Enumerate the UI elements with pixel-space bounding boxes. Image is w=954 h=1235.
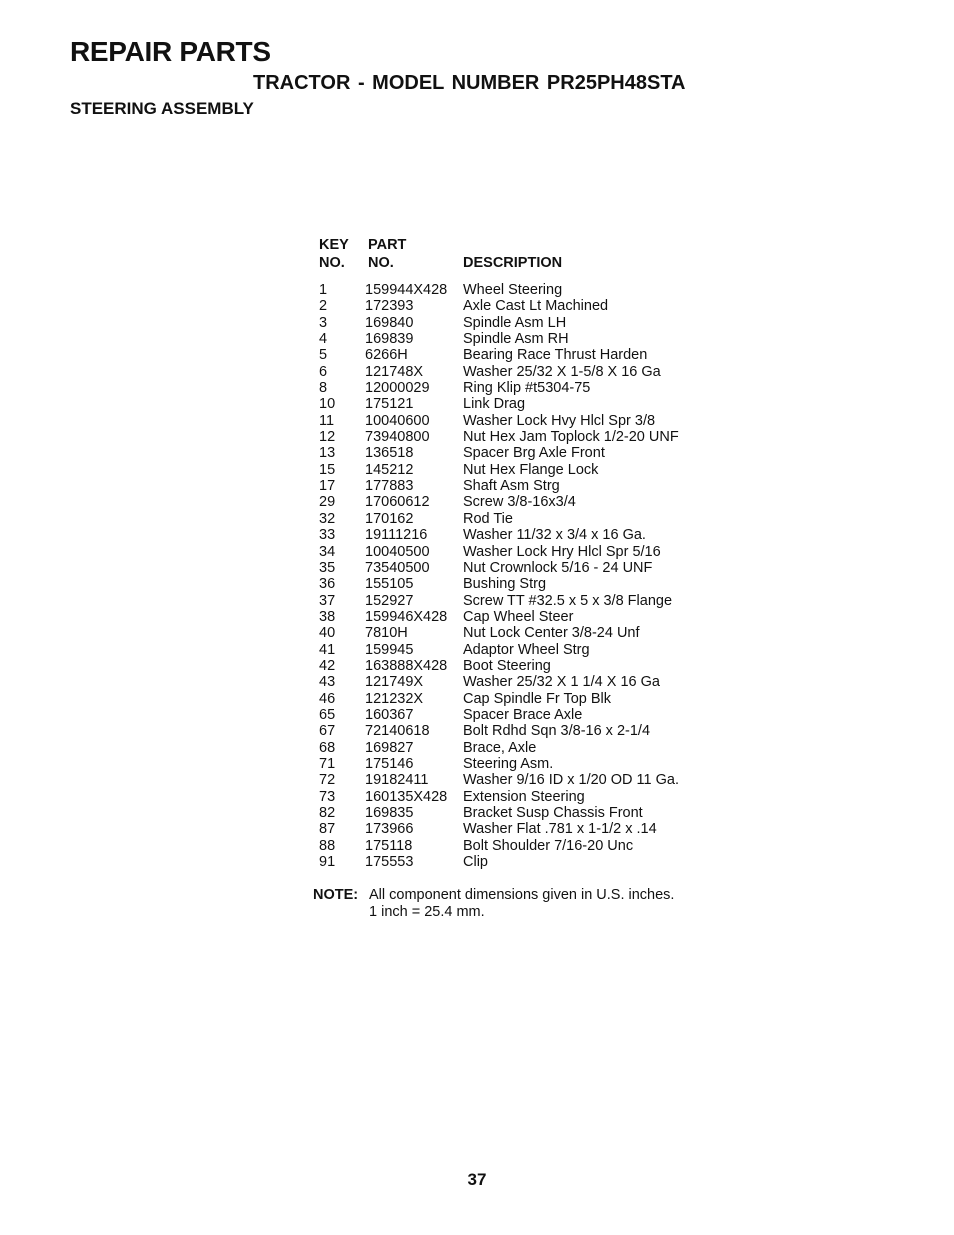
model-subtitle: TRACTOR - MODEL NUMBER PR25PH48STA — [253, 72, 686, 94]
key-no: 3 — [319, 314, 328, 331]
key-no: 37 — [319, 592, 336, 609]
part-description: Link Drag — [463, 396, 526, 413]
header-description: DESCRIPTION — [463, 255, 563, 271]
part-no: 7810H — [365, 625, 408, 642]
part-description: Nut Lock Center 3/8-24 Unf — [463, 625, 640, 642]
part-no: 169827 — [365, 739, 414, 756]
part-description: Spindle Asm LH — [463, 314, 567, 331]
key-no: 8 — [319, 380, 328, 397]
header-part-line1: PART — [368, 237, 407, 253]
part-no: 73540500 — [365, 559, 430, 576]
key-no: 6 — [319, 363, 328, 380]
part-no: 159944X428 — [365, 282, 448, 298]
part-description: Washer 11/32 x 3/4 x 16 Ga. — [463, 527, 646, 544]
part-description: Shaft Asm Strg — [463, 478, 560, 495]
key-no: 41 — [319, 641, 336, 658]
key-no: 2 — [319, 298, 328, 315]
part-no: 136518 — [365, 445, 414, 462]
key-no: 38 — [319, 608, 336, 625]
part-description: Bearing Race Thrust Harden — [463, 347, 648, 364]
part-no: 12000029 — [365, 380, 430, 397]
part-description: Washer Flat .781 x 1-1/2 x .14 — [463, 821, 657, 838]
part-description: Nut Crownlock 5/16 - 24 UNF — [463, 559, 653, 576]
part-no: 175553 — [365, 854, 414, 871]
key-no: 17 — [319, 478, 336, 495]
part-description: Bracket Susp Chassis Front — [463, 805, 643, 821]
part-no: 160135X428 — [365, 788, 448, 805]
key-no: 5 — [319, 347, 328, 364]
page-title: REPAIR PARTS — [70, 36, 271, 67]
part-no: 155105 — [365, 576, 414, 593]
part-description: Boot Steering — [463, 657, 551, 674]
part-description: Wheel Steering — [463, 282, 563, 298]
part-description: Cap Spindle Fr Top Blk — [463, 690, 612, 707]
key-no: 68 — [319, 739, 336, 756]
part-description: Washer Lock Hry Hlcl Spr 5/16 — [463, 543, 661, 560]
part-no: 10040500 — [365, 543, 430, 560]
key-no: 87 — [319, 821, 336, 838]
part-description: Bolt Shoulder 7/16-20 Unc — [463, 837, 634, 854]
part-no: 121748X — [365, 363, 424, 380]
key-no: 46 — [319, 690, 336, 707]
part-description: Bolt Rdhd Sqn 3/8-16 x 2-1/4 — [463, 723, 651, 740]
key-no: 40 — [319, 625, 336, 642]
part-description: Screw 3/8-16x3/4 — [463, 494, 576, 511]
part-no: 152927 — [365, 592, 414, 609]
part-no: 73940800 — [365, 429, 430, 446]
part-no: 19182411 — [365, 772, 429, 789]
part-no: 121749X — [365, 674, 424, 691]
part-description: Washer Lock Hvy Hlcl Spr 3/8 — [463, 412, 656, 429]
key-no: 82 — [319, 805, 336, 821]
part-no: 145212 — [365, 461, 414, 478]
part-description: Steering Asm. — [463, 755, 554, 772]
key-no: 65 — [319, 706, 336, 723]
key-no: 34 — [319, 543, 336, 560]
part-description: Rod Tie — [463, 510, 513, 527]
key-no: 43 — [319, 674, 336, 691]
part-no: 175118 — [365, 837, 413, 854]
part-no: 160367 — [365, 706, 414, 723]
key-no: 15 — [319, 461, 336, 478]
header-key-line2: NO. — [319, 255, 345, 271]
part-description: Cap Wheel Steer — [463, 608, 574, 625]
key-no: 1 — [319, 282, 328, 298]
part-description: Nut Hex Flange Lock — [463, 461, 599, 478]
part-no: 175121 — [365, 396, 414, 413]
part-no: 169835 — [365, 805, 414, 821]
part-no: 177883 — [365, 478, 414, 495]
part-no: 19111216 — [365, 527, 428, 544]
key-no: 91 — [319, 854, 336, 871]
key-no: 36 — [319, 576, 336, 593]
part-description: Adaptor Wheel Strg — [463, 641, 590, 658]
part-description: Axle Cast Lt Machined — [463, 298, 609, 315]
key-no: 42 — [319, 657, 336, 674]
part-description: Washer 9/16 ID x 1/20 OD 11 Ga. — [463, 772, 679, 789]
page-number: 37 — [467, 1170, 487, 1189]
part-description: Extension Steering — [463, 788, 585, 805]
part-description: Brace, Axle — [463, 739, 537, 756]
part-description: Spacer Brace Axle — [463, 706, 583, 723]
part-no: 172393 — [365, 298, 414, 315]
key-no: 4 — [319, 331, 328, 348]
part-description: Bushing Strg — [463, 576, 547, 593]
key-no: 29 — [319, 494, 336, 511]
part-description: Nut Hex Jam Toplock 1/2-20 UNF — [463, 429, 679, 446]
key-no: 10 — [319, 396, 336, 413]
part-no: 6266H — [365, 347, 408, 364]
key-no: 71 — [319, 755, 336, 772]
key-no: 12 — [319, 429, 336, 446]
key-no: 33 — [319, 527, 336, 544]
part-no: 173966 — [365, 821, 414, 838]
part-no: 169839 — [365, 331, 414, 348]
part-no: 169840 — [365, 314, 414, 331]
part-no: 163888X428 — [365, 657, 448, 674]
section-heading: STEERING ASSEMBLY — [70, 99, 254, 118]
part-description: Spacer Brg Axle Front — [463, 445, 605, 462]
note-text-line1: All component dimensions given in U.S. inches. — [369, 887, 675, 903]
part-no: 72140618 — [365, 723, 430, 740]
key-no: 73 — [319, 788, 336, 805]
key-no: 13 — [319, 445, 336, 462]
note-text-line2: 1 inch = 25.4 mm. — [369, 903, 485, 920]
part-description: Spindle Asm RH — [463, 331, 569, 348]
part-description: Ring Klip #t5304-75 — [463, 380, 591, 397]
part-no: 17060612 — [365, 494, 430, 511]
part-no: 175146 — [365, 755, 414, 772]
key-no: 88 — [319, 837, 336, 854]
key-no: 67 — [319, 723, 336, 740]
key-no: 32 — [319, 510, 336, 527]
part-no: 170162 — [365, 510, 414, 527]
part-description: Clip — [463, 854, 488, 871]
header-key-line1: KEY — [319, 237, 349, 253]
part-description: Washer 25/32 X 1 1/4 X 16 Ga — [463, 674, 660, 691]
note-label: NOTE: — [313, 887, 359, 903]
part-no: 10040600 — [365, 412, 430, 429]
part-no: 159946X428 — [365, 608, 448, 625]
key-no: 72 — [319, 772, 336, 789]
header-part-line2: NO. — [368, 255, 394, 271]
part-description: Screw TT #32.5 x 5 x 3/8 Flange — [463, 592, 673, 609]
part-no: 159945 — [365, 641, 414, 658]
part-description: Washer 25/32 X 1-5/8 X 16 Ga — [463, 363, 661, 380]
key-no: 11 — [319, 412, 335, 429]
key-no: 35 — [319, 559, 336, 576]
part-no: 121232X — [365, 690, 424, 707]
